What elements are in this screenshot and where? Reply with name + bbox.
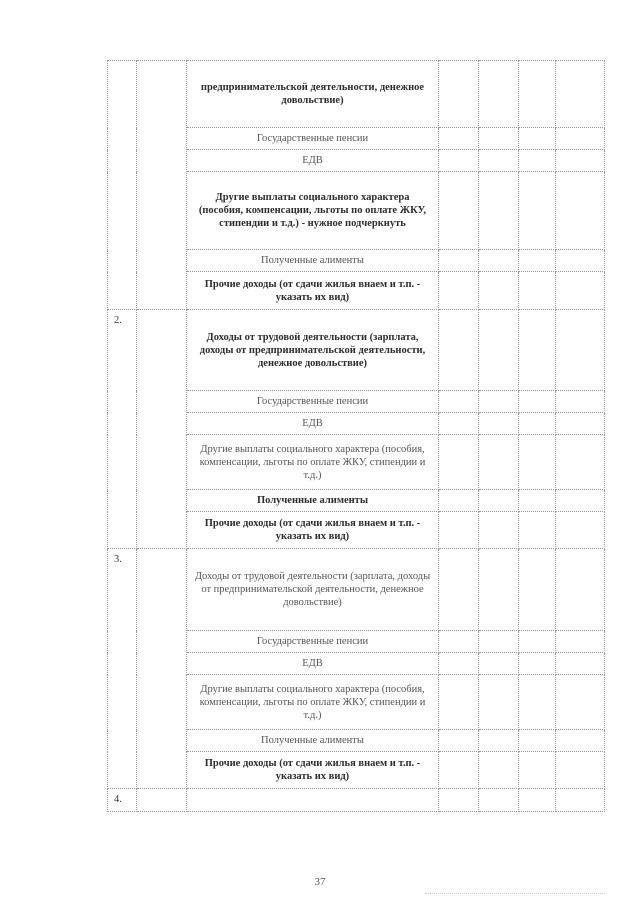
page-number: 37: [314, 876, 326, 888]
income-value-cell[interactable]: [439, 435, 479, 490]
table-row: [108, 789, 605, 812]
income-type-cell: Государственные пенсии: [187, 631, 439, 653]
income-type-cell: [187, 789, 439, 812]
income-value-cell[interactable]: [519, 653, 556, 675]
family-member-cell[interactable]: [137, 549, 187, 789]
income-value-cell[interactable]: [439, 490, 479, 512]
income-value-cell[interactable]: [519, 490, 556, 512]
income-value-cell[interactable]: [479, 150, 519, 172]
income-value-cell[interactable]: [479, 653, 519, 675]
income-value-cell[interactable]: [479, 490, 519, 512]
income-value-cell[interactable]: [439, 675, 479, 730]
table-row: [108, 61, 605, 128]
income-value-cell[interactable]: [439, 128, 479, 150]
income-type-cell: ЕДВ: [187, 653, 439, 675]
income-value-cell[interactable]: [479, 61, 519, 128]
income-value-cell[interactable]: [519, 730, 556, 752]
income-value-cell[interactable]: [439, 272, 479, 310]
income-type-cell: предпринимательской деятельности, денежное довольствие): [187, 61, 439, 128]
income-value-cell[interactable]: [479, 413, 519, 435]
income-value-cell[interactable]: [519, 272, 556, 310]
income-value-cell[interactable]: [439, 250, 479, 272]
income-value-cell[interactable]: [439, 512, 479, 549]
income-value-cell[interactable]: [439, 789, 479, 812]
income-value-cell[interactable]: [479, 549, 519, 631]
table-row: [108, 310, 605, 391]
income-value-cell[interactable]: [556, 752, 605, 789]
income-type-cell: ЕДВ: [187, 413, 439, 435]
income-table-body: [108, 61, 605, 812]
income-value-cell[interactable]: [556, 150, 605, 172]
income-value-cell[interactable]: [519, 752, 556, 789]
income-value-cell[interactable]: [519, 435, 556, 490]
income-value-cell[interactable]: [519, 310, 556, 391]
income-value-cell[interactable]: [556, 789, 605, 812]
income-value-cell[interactable]: [556, 549, 605, 631]
row-number-cell: [108, 61, 137, 310]
income-value-cell[interactable]: [556, 128, 605, 150]
income-value-cell[interactable]: [479, 631, 519, 653]
income-value-cell[interactable]: [479, 310, 519, 391]
income-value-cell[interactable]: [439, 391, 479, 413]
income-value-cell[interactable]: [556, 512, 605, 549]
row-number-cell: 4.: [108, 789, 137, 812]
income-value-cell[interactable]: [479, 172, 519, 250]
family-member-cell[interactable]: [137, 789, 187, 812]
income-value-cell[interactable]: [556, 653, 605, 675]
income-type-cell: Другие выплаты социального характера (пособия, компенсации, льготы по оплате ЖКУ, стипендии и т.д.) - нужное подчеркнуть: [187, 172, 439, 250]
income-value-cell[interactable]: [556, 413, 605, 435]
income-value-cell[interactable]: [479, 250, 519, 272]
income-value-cell[interactable]: [479, 272, 519, 310]
income-type-cell: Полученные алименты: [187, 730, 439, 752]
income-value-cell[interactable]: [439, 150, 479, 172]
income-value-cell[interactable]: [439, 172, 479, 250]
income-value-cell[interactable]: [556, 391, 605, 413]
income-value-cell[interactable]: [556, 61, 605, 128]
income-type-cell: Прочие доходы (от сдачи жилья внаем и т.п. - указать их вид): [187, 272, 439, 310]
income-type-cell: Государственные пенсии: [187, 391, 439, 413]
income-value-cell[interactable]: [519, 61, 556, 128]
income-value-cell[interactable]: [519, 172, 556, 250]
income-value-cell[interactable]: [479, 752, 519, 789]
income-value-cell[interactable]: [439, 730, 479, 752]
row-number-cell: 2.: [108, 310, 137, 549]
income-table: [107, 60, 605, 812]
income-value-cell[interactable]: [556, 250, 605, 272]
income-value-cell[interactable]: [556, 730, 605, 752]
income-value-cell[interactable]: [479, 675, 519, 730]
income-value-cell[interactable]: [439, 61, 479, 128]
income-value-cell[interactable]: [479, 391, 519, 413]
income-type-cell: Прочие доходы (от сдачи жилья внаем и т.п. - указать их вид): [187, 512, 439, 549]
income-type-cell: Полученные алименты: [187, 250, 439, 272]
income-value-cell[interactable]: [519, 512, 556, 549]
income-value-cell[interactable]: [479, 789, 519, 812]
income-value-cell[interactable]: [519, 675, 556, 730]
scan-artifact: [425, 893, 605, 896]
income-type-cell: Государственные пенсии: [187, 128, 439, 150]
income-value-cell[interactable]: [519, 549, 556, 631]
family-member-cell[interactable]: [137, 310, 187, 549]
income-value-cell[interactable]: [479, 128, 519, 150]
income-type-cell: Другие выплаты социального характера (пособия, компенсации, льготы по оплате ЖКУ, стипендии и т.д.): [187, 435, 439, 490]
income-value-cell[interactable]: [556, 631, 605, 653]
income-value-cell[interactable]: [519, 128, 556, 150]
income-value-cell[interactable]: [556, 310, 605, 391]
income-value-cell[interactable]: [439, 310, 479, 391]
income-value-cell[interactable]: [439, 413, 479, 435]
income-value-cell[interactable]: [556, 490, 605, 512]
income-type-cell: ЕДВ: [187, 150, 439, 172]
income-type-cell: Полученные алименты: [187, 490, 439, 512]
table-row: [108, 549, 605, 631]
income-type-cell: Доходы от трудовой деятельности (зарплата, доходы от предпринимательской деятельности, денежное довольствие): [187, 549, 439, 631]
income-value-cell[interactable]: [519, 150, 556, 172]
income-value-cell[interactable]: [556, 435, 605, 490]
income-value-cell[interactable]: [519, 250, 556, 272]
income-value-cell[interactable]: [479, 512, 519, 549]
income-value-cell[interactable]: [519, 413, 556, 435]
income-value-cell[interactable]: [556, 172, 605, 250]
income-value-cell[interactable]: [556, 675, 605, 730]
family-member-cell[interactable]: [137, 61, 187, 310]
income-value-cell[interactable]: [519, 391, 556, 413]
income-value-cell[interactable]: [439, 752, 479, 789]
income-value-cell[interactable]: [519, 631, 556, 653]
row-number-cell: 3.: [108, 549, 137, 789]
income-value-cell[interactable]: [556, 272, 605, 310]
income-value-cell[interactable]: [479, 435, 519, 490]
income-type-cell: Другие выплаты социального характера (пособия, компенсации, льготы по оплате ЖКУ, стипендии и т.д.): [187, 675, 439, 730]
income-value-cell[interactable]: [439, 549, 479, 631]
income-type-cell: Доходы от трудовой деятельности (зарплата, доходы от предпринимательской деятельности, денежное довольствие): [187, 310, 439, 391]
income-value-cell[interactable]: [519, 789, 556, 812]
income-value-cell[interactable]: [479, 730, 519, 752]
income-type-cell: Прочие доходы (от сдачи жилья внаем и т.п. - указать их вид): [187, 752, 439, 789]
income-value-cell[interactable]: [439, 653, 479, 675]
income-value-cell[interactable]: [439, 631, 479, 653]
